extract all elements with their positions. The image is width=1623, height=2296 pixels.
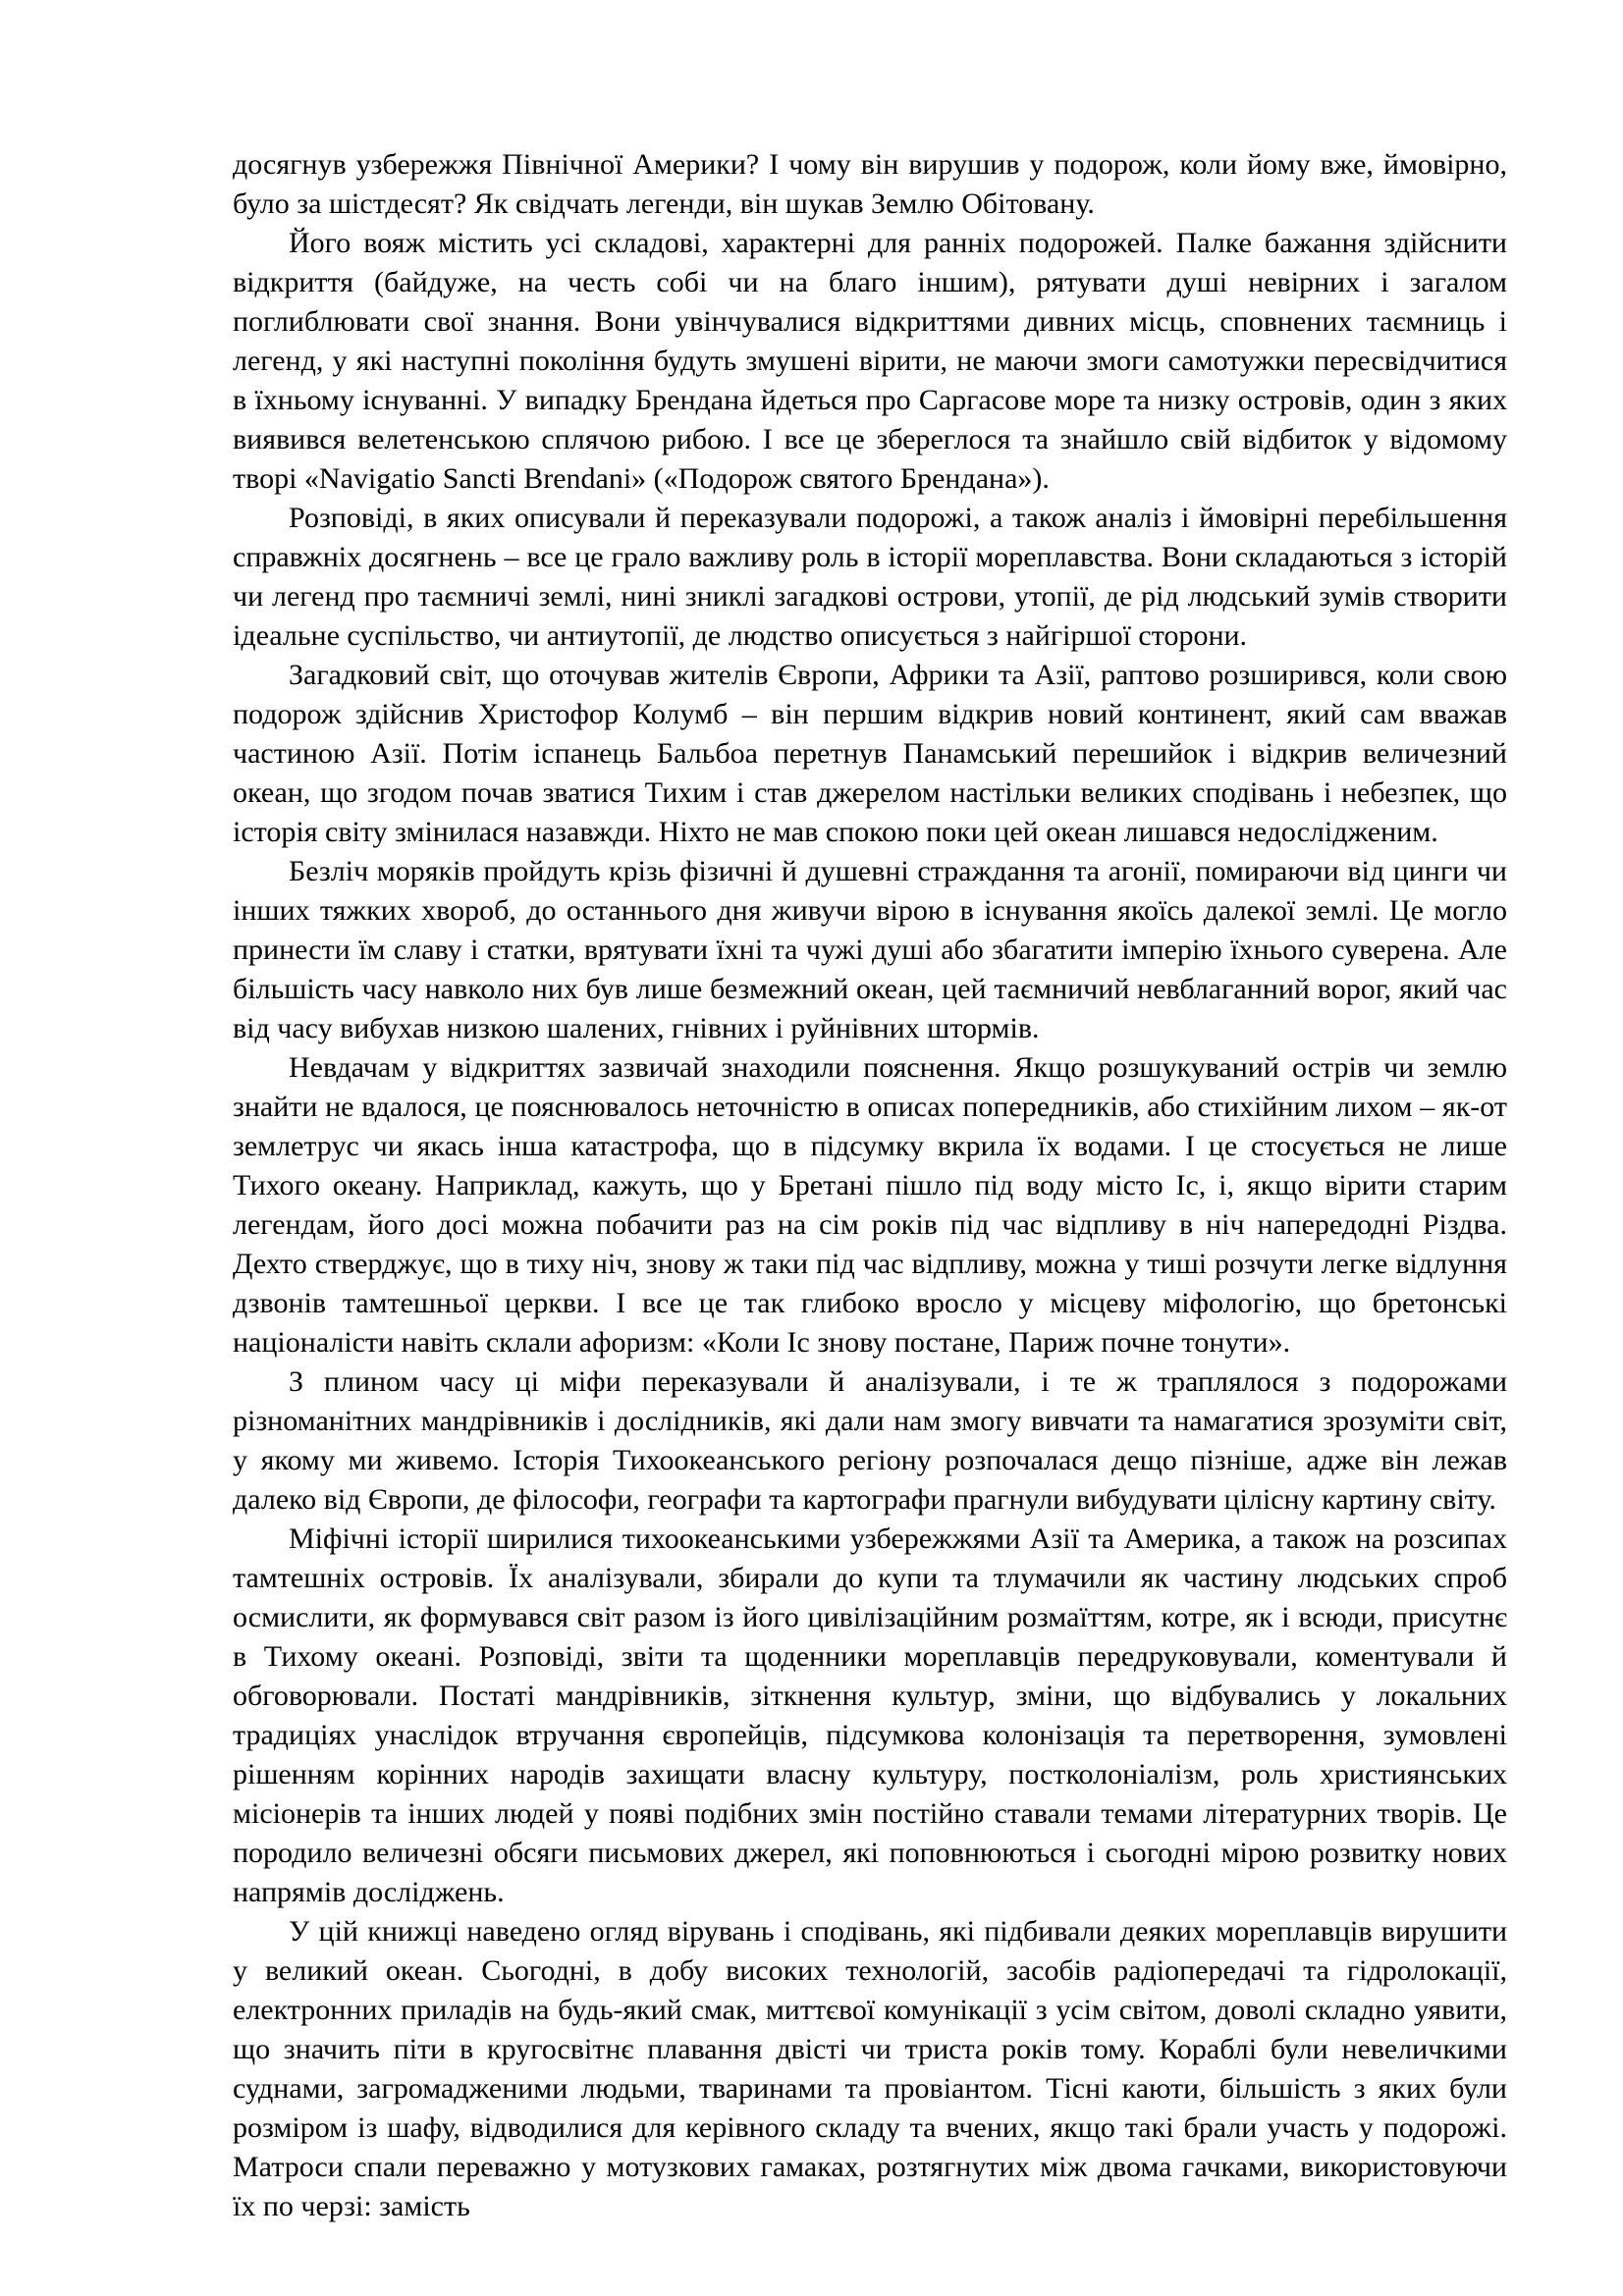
paragraph: У цій книжці наведено огляд вірувань і сподівань, які підбивали деяких мореплавців вирушити у великий океан. Сьогодні, в добу високих технологій, засобів радіопередачі та гідролокації, електронних приладів на будь-який смак, миттєвої комунікації з усім світом, доволі складно уявити, що значить піти в кругосвітнє плавання двісті чи триста років тому. Кораблі були невеличкими суднами, загромадженими людьми, тваринами та провіантом. Тісні каюти, більшість з яких були розміром із шафу, відводилися для керівного складу та вчених, якщо такі брали участь у подорожі. Матроси спали переважно у мотузкових гамаках, розтягнутих між двома гачками, використовуючи їх по черзі: замість xyxy=(233,1915,1507,2222)
paragraph: Безліч моряків пройдуть крізь фізичні й душевні страждання та агонії, помираючи від цинги чи інших тяжких хвороб, до останнього дня живучи вірою в існування якоїсь далекої землі. Це могло принести їм славу і статки, врятувати їхні та чужі душі або збагатити імперію їхнього суверена. Але більшість часу навколо них був лише безмежний океан, цей таємничий невблаганний ворог, який час від часу вибухав низкою шалених, гнівних і руйнівних штормів. xyxy=(233,855,1507,1044)
paragraph: Розповіді, в яких описували й переказували подорожі, а також аналіз і ймовірні перебільшення справжніх досягнень – все це грало важливу роль в історії мореплавства. Вони складаються з історій чи легенд про таємничі землі, нині зниклі загадкові острови, утопії, де рід людський зумів створити ідеальне суспільство, чи антиутопії, де людство описується з найгіршої сторони. xyxy=(233,502,1507,652)
paragraph: досягнув узбережжя Північної Америки? І чому він вирушив у подорож, коли йому вже, ймовірно, було за шістдесят? Як свідчать легенди, він шукав Землю Обітовану. xyxy=(233,148,1507,220)
page-text-block xyxy=(233,145,1507,2226)
paragraph: Його вояж містить усі складові, характерні для ранніх подорожей. Палке бажання здійснити відкриття (байдуже, на честь собі чи на благо іншим), рятувати душі невірних і загалом поглиблювати свої знання. Вони увінчувалися відкриттями дивних місць, сповнених таємниць і легенд, у які наступні покоління будуть змушені вірити, не маючи змоги самотужки пересвідчитися в їхньому існуванні. У випадку Брендана йдеться про Саргасове море та низку островів, один з яких виявився велетенською сплячою рибою. І все це збереглося та знайшло свій відбиток у відомому творі «Navigatio Sancti Brendani» («Подорож святого Брендана»). xyxy=(233,227,1507,495)
paragraph: Невдачам у відкриттях зазвичай знаходили пояснення. Якщо розшукуваний острів чи землю знайти не вдалося, це пояснювалось неточністю в описах попередників, або стихійним лихом – як-от землетрус чи якась інша катастрофа, що в підсумку вкрила їх водами. І це стосується не лише Тихого океану. Наприклад, кажуть, що у Бретані пішло під воду місто Іс, і, якщо вірити старим легендам, його досі можна побачити раз на сім років під час відпливу в ніч напередодні Різдва. Дехто стверджує, що в тиху ніч, знову ж таки під час відпливу, можна у тиші розчути легке відлуння дзвонів тамтешньої церкви. І все це так глибоко вросло у місцеву міфологію, що бретонські націоналісти навіть склали афоризм: «Коли Іс знову постане, Париж почне тонути». xyxy=(233,1051,1507,1359)
paragraph: Міфічні історії ширилися тихоокеанськими узбережжями Азії та Америка, а також на розсипах тамтешніх островів. Їх аналізували, збирали до купи та тлумачили як частину людських спроб осмислити, як формувався світ разом із його цивілізаційним розмаїттям, котре, як і всюди, присутнє в Тихому океані. Розповіді, звіти та щоденники мореплавців передруковували, коментували й обговорювали. Постаті мандрівників, зіткнення культур, зміни, що відбувались у локальних традиціях унаслідок втручання європейців, підсумкова колонізація та перетворення, зумовлені рішенням корінних народів захищати власну культуру, постколоніалізм, роль християнських місіонерів та інших людей у появі подібних змін постійно ставали темами літературних творів. Це породило величезні обсяги письмових джерел, які поповнюються і сьогодні мірою розвитку нових напрямів досліджень. xyxy=(233,1522,1507,1908)
paragraph: З плином часу ці міфи переказували й аналізували, і те ж траплялося з подорожами різноманітних мандрівників і дослідників, які дали нам змогу вивчати та намагатися зрозуміти світ, у якому ми живемо. Історія Тихоокеанського регіону розпочалася дещо пізніше, адже він лежав далеко від Європи, де філософи, географи та картографи прагнули вибудувати цілісну картину світу. xyxy=(233,1365,1507,1516)
paragraph: Загадковий світ, що оточував жителів Європи, Африки та Азії, раптово розширився, коли свою подорож здійснив Христофор Колумб – він першим відкрив новий континент, який сам вважав частиною Азії. Потім іспанець Бальбоа перетнув Панамський перешийок і відкрив величезний океан, що згодом почав зватися Тихим і став джерелом настільки великих сподівань і небезпек, що історія світу змінилася назавжди. Ніхто не мав спокою поки цей океан лишався недослідженим. xyxy=(233,659,1507,848)
